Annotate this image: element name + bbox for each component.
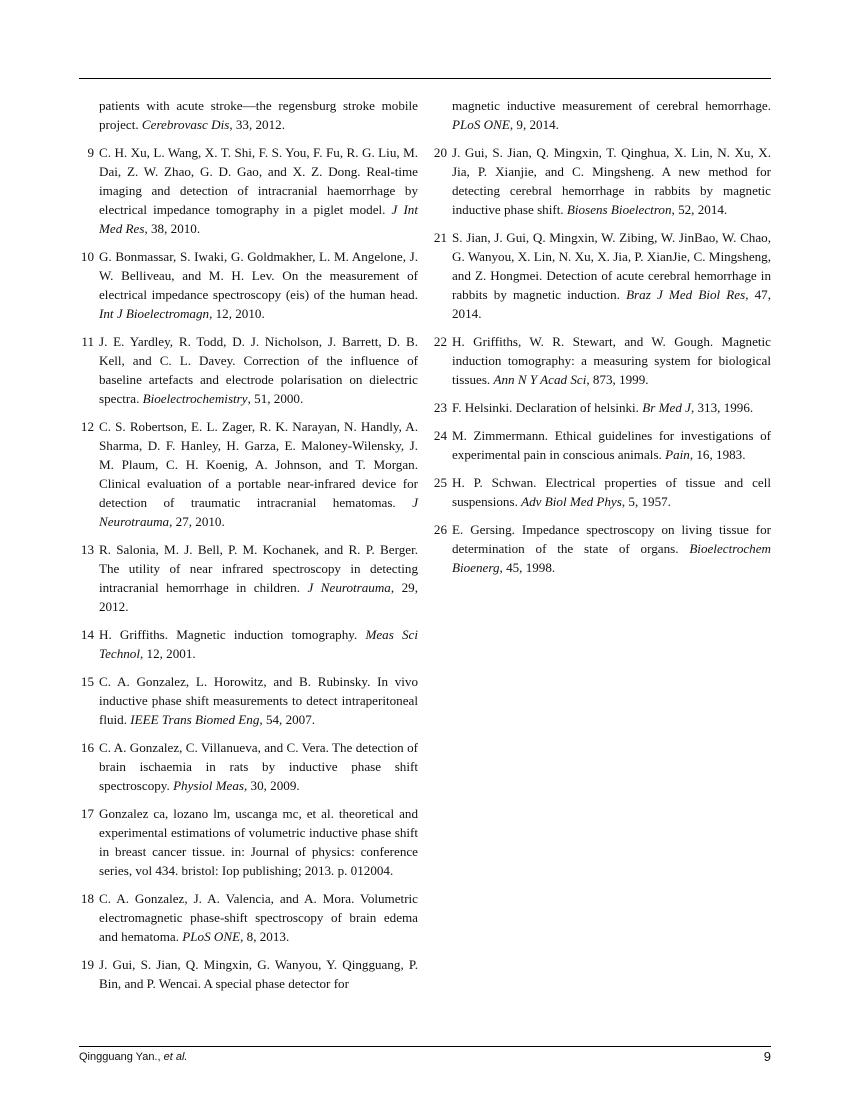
reference-journal: Physiol Meas: [173, 778, 244, 793]
reference-number: 13: [80, 542, 94, 557]
reference-number: 18: [80, 891, 94, 906]
reference-volume-year: , 27, 2010.: [169, 514, 225, 529]
reference-text: J. Gui, S. Jian, Q. Mingxin, G. Wanyou, Y. Qingguang, P. Bin, and P. Wencai. A special phase detector for: [99, 957, 418, 991]
reference-item: [78, 672, 418, 729]
reference-item: [431, 398, 771, 417]
reference-journal: Braz J Med Biol Res: [626, 287, 746, 302]
reference-volume-year: , 45, 1998.: [499, 560, 556, 575]
reference-text: patients with acute stroke—the regensburg stroke mobile project.: [99, 98, 418, 132]
reference-journal: J Int Med Res: [99, 202, 418, 236]
reference-volume-year: , 29, 2012.: [99, 580, 418, 614]
reference-volume-year: , 38, 2010.: [144, 221, 201, 236]
reference-item: [78, 955, 418, 993]
reference-text: F. Helsinki. Declaration of helsinki.: [452, 400, 643, 415]
reference-journal: J Neurotrauma: [307, 580, 391, 595]
reference-item: [431, 473, 771, 511]
reference-text: J. E. Yardley, R. Todd, D. J. Nicholson, J. Barrett, D. B. Kell, and C. L. Davey. Correction of the influence of baseline artefacts and electrode polarisation on dielectric spectra.: [99, 334, 418, 406]
reference-column-right: [431, 96, 771, 586]
reference-text: C. H. Xu, L. Wang, X. T. Shi, F. S. You, F. Fu, R. G. Liu, M. Dai, Z. W. Zhao, G. D. Gao, and X. Z. Dong. Real-time imaging and detection of intracranial haemorrhage by electrical impedance tomography in a piglet model.: [99, 145, 418, 217]
reference-number: 19: [80, 957, 94, 972]
reference-text: G. Bonmassar, S. Iwaki, G. Goldmakher, L. M. Angelone, J. W. Belliveau, and M. H. Lev. On the measurement of electrical impedance spectroscopy (eis) of the human head.: [99, 249, 418, 302]
reference-number: 21: [433, 230, 447, 245]
reference-volume-year: , 47, 2014.: [452, 287, 771, 321]
reference-text: magnetic inductive measurement of cerebral hemorrhage.: [452, 98, 771, 113]
reference-item: [78, 540, 418, 616]
reference-text: C. A. Gonzalez, J. A. Valencia, and A. Mora. Volumetric electromagnetic phase-shift spectroscopy of brain edema and hematoma.: [99, 891, 418, 944]
reference-item: [78, 96, 418, 134]
reference-text: H. Griffiths. Magnetic induction tomography.: [99, 627, 366, 642]
reference-number: 16: [80, 740, 94, 755]
reference-item: [78, 889, 418, 946]
reference-number: 17: [80, 806, 94, 821]
reference-number: 15: [80, 674, 94, 689]
reference-number: 10: [80, 249, 94, 264]
reference-text: E. Gersing. Impedance spectroscopy on living tissue for determination of the state of organs.: [452, 522, 771, 556]
reference-number: 20: [433, 145, 447, 160]
reference-item: [78, 247, 418, 323]
reference-volume-year: , 54, 2007.: [259, 712, 316, 727]
reference-volume-year: , 12, 2001.: [139, 646, 196, 661]
page-number: 9: [763, 1049, 771, 1064]
reference-volume-year: , 30, 2009.: [243, 778, 300, 793]
reference-text: S. Jian, J. Gui, Q. Mingxin, W. Zibing, W. JinBao, W. Chao, G. Wanyou, X. Lin, N. Xu, X. Jia, P. XianJie, C. Mingsheng, and Z. Hongmei. Detection of acute cerebral hemorrhage in rabbits by magnetic induction.: [452, 230, 771, 302]
reference-volume-year: , 52, 2014.: [671, 202, 728, 217]
reference-volume-year: , 16, 1983.: [689, 447, 746, 462]
footer-author: [79, 1051, 187, 1063]
header-rule: [79, 78, 771, 79]
reference-journal: J Neurotrauma: [99, 495, 418, 529]
reference-item: [78, 738, 418, 795]
reference-journal: PLoS ONE: [182, 929, 241, 944]
reference-item: [78, 625, 418, 663]
reference-volume-year: , 5, 1957.: [621, 494, 671, 509]
reference-text: R. Salonia, M. J. Bell, P. M. Kochanek, and R. P. Berger. The utility of near infrared spectroscopy in detecting intracranial hemorrhage in children.: [99, 542, 418, 595]
reference-number: 12: [80, 419, 94, 434]
reference-item: [78, 332, 418, 408]
reference-volume-year: , 9, 2014.: [509, 117, 559, 132]
reference-journal: Biosens Bioelectron: [566, 202, 672, 217]
reference-journal: Bioelectrochem Bioenerg: [452, 541, 771, 575]
reference-journal: IEEE Trans Biomed Eng: [130, 712, 260, 727]
reference-text: C. A. Gonzalez, C. Villanueva, and C. Vera. The detection of brain ischaemia in rats by inductive phase shift spectroscopy.: [99, 740, 418, 793]
reference-item: [431, 228, 771, 323]
reference-journal: PLoS ONE: [452, 117, 510, 132]
reference-number: 26: [433, 522, 447, 537]
reference-number: 11: [81, 334, 94, 349]
reference-journal: Int J Bioelectromagn: [99, 306, 210, 321]
reference-text: C. A. Gonzalez, L. Horowitz, and B. Rubinsky. In vivo inductive phase shift measurements to detect intraperitoneal fluid.: [99, 674, 418, 727]
reference-journal: Meas Sci Technol: [99, 627, 418, 661]
reference-journal: Cerebrovasc Dis: [141, 117, 230, 132]
reference-column-left: [78, 96, 418, 1002]
reference-text: C. S. Robertson, E. L. Zager, R. K. Narayan, N. Handly, A. Sharma, D. F. Hanley, H. Garza, E. Maloney-Wilensky, J. M. Plaum, C. H. Koenig, A. Johnson, and T. Morgan. Clinical evaluation of a portable near-infrared device for detection of traumatic intracranial hematomas.: [99, 419, 418, 510]
reference-journal: Adv Biol Med Phys: [521, 494, 622, 509]
reference-volume-year: , 873, 1999.: [586, 372, 649, 387]
reference-item: [431, 426, 771, 464]
reference-journal: Bioelectrochemistry: [142, 391, 248, 406]
reference-item: [431, 96, 771, 134]
reference-text: H. Griffiths, W. R. Stewart, and W. Gough. Magnetic induction tomography: a measuring system for biological tissues.: [452, 334, 771, 387]
reference-item: [431, 332, 771, 389]
reference-number: 25: [433, 475, 447, 490]
reference-item: [431, 520, 771, 577]
reference-volume-year: , 313, 1996.: [690, 400, 754, 415]
footer-rule: [79, 1046, 771, 1047]
reference-item: [78, 804, 418, 880]
footer-author-name: Qingguang Yan.,: [79, 1051, 164, 1063]
reference-text: H. P. Schwan. Electrical properties of tissue and cell suspensions.: [452, 475, 771, 509]
reference-journal: Ann N Y Acad Sci: [493, 372, 587, 387]
reference-volume-year: , 12, 2010.: [209, 306, 265, 321]
reference-item: [78, 143, 418, 238]
reference-volume-year: , 33, 2012.: [229, 117, 285, 132]
reference-number: 14: [80, 627, 94, 642]
reference-number: 22: [433, 334, 447, 349]
reference-text: M. Zimmermann. Ethical guidelines for investigations of experimental pain in conscious animals.: [452, 428, 771, 462]
reference-number: 23: [433, 400, 447, 415]
reference-number: 24: [433, 428, 447, 443]
reference-volume-year: , 8, 2013.: [240, 929, 290, 944]
reference-item: [431, 143, 771, 219]
reference-number: 9: [87, 145, 94, 160]
reference-item: [78, 417, 418, 531]
reference-text: J. Gui, S. Jian, Q. Mingxin, T. Qinghua, X. Lin, N. Xu, X. Jia, P. Xianjie, and C. Mingsheng. A new method for detecting cerebral hemorrhage in rabbits by magnetic inductive phase shift.: [452, 145, 771, 217]
reference-journal: Pain: [665, 447, 690, 462]
reference-volume-year: , 51, 2000.: [247, 391, 304, 406]
footer-et-al: et al.: [163, 1051, 188, 1063]
reference-journal: Br Med J: [642, 400, 691, 415]
reference-text: Gonzalez ca, lozano lm, uscanga mc, et al. theoretical and experimental estimations of volumetric inductive phase shift in breast cancer tissue. in: Journal of physics: conference series, vol 434. bristol: Iop publishing; 2013. p. 012004.: [99, 806, 418, 878]
